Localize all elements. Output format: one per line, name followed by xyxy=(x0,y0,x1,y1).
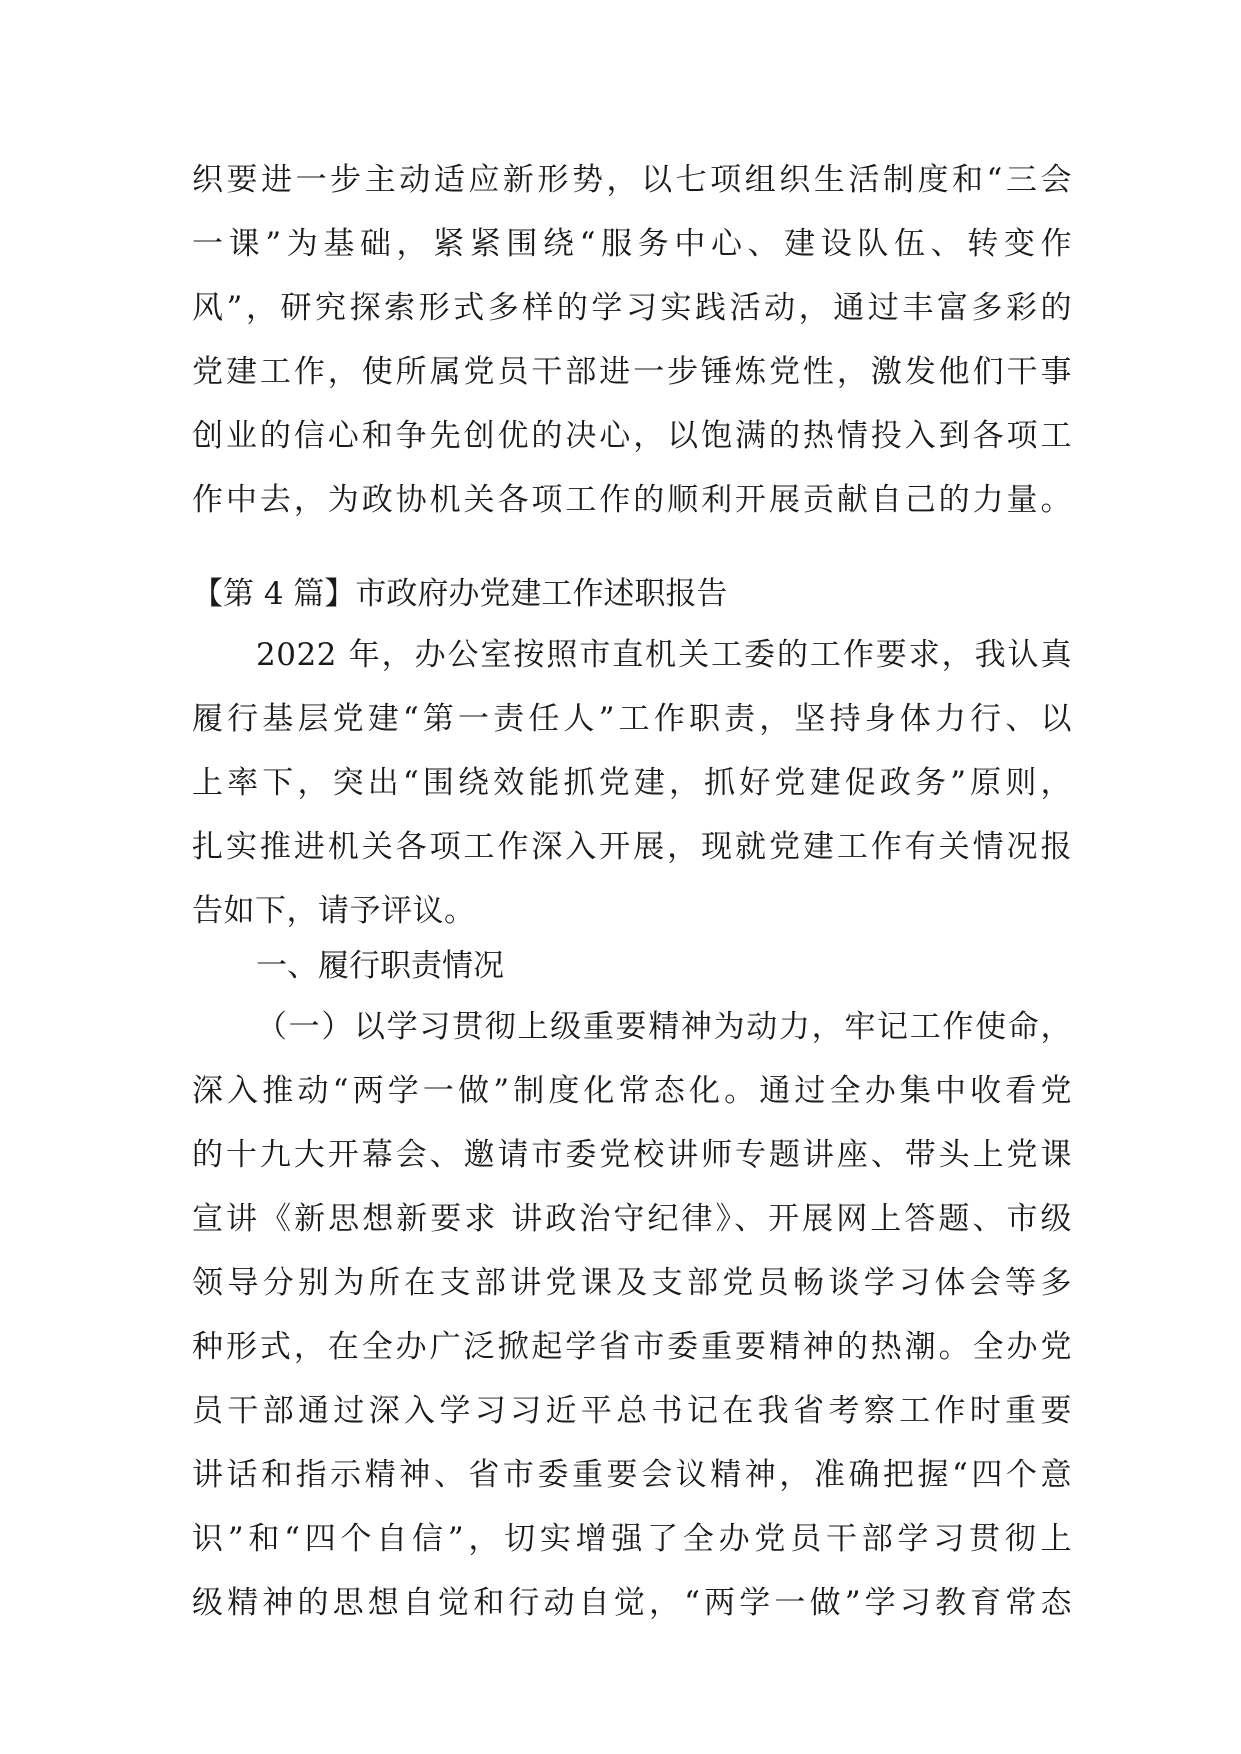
text-line: 2022 年，办公室按照市直机关工委的工作要求，我认真 xyxy=(256,637,1072,673)
text-line: 作中去，为政协机关各项工作的顺利开展贡献自己的力量。 xyxy=(192,482,1072,518)
intro-paragraph xyxy=(192,623,1072,943)
text-line: 的十九大开幕会、邀请市委党校讲师专题讲座、带头上党课 xyxy=(192,1137,1072,1173)
text-line: 上率下，突出“围绕效能抓党建，抓好党建促政务”原则， xyxy=(192,765,1072,801)
text-line: 扎实推进机关各项工作深入开展，现就党建工作有关情况报 xyxy=(192,829,1072,865)
article-title-text: 【第 4 篇】市政府办党建工作述职报告 xyxy=(192,576,728,612)
text-line: 讲话和指示精神、省市委重要会议精神，准确把握“四个意 xyxy=(192,1457,1072,1493)
subsection-paragraph xyxy=(192,995,1072,1635)
text-line: 种形式，在全办广泛掀起学省市委重要精神的热潮。全办党 xyxy=(192,1329,1072,1365)
text-line: 级精神的思想自觉和行动自觉，“两学一做”学习教育常态 xyxy=(192,1585,1072,1621)
text-line: 识”和“四个自信”，切实增强了全办党员干部学习贯彻上 xyxy=(192,1521,1072,1557)
article-title xyxy=(192,562,1072,626)
text-line: 创业的信心和争先创优的决心，以饱满的热情投入到各项工 xyxy=(192,418,1072,454)
section-heading-text: 一、履行职责情况 xyxy=(256,948,504,984)
text-line: 员干部通过深入学习习近平总书记在我省考察工作时重要 xyxy=(192,1393,1072,1429)
text-line: （一）以学习贯彻上级重要精神为动力，牢记工作使命， xyxy=(256,1009,1072,1045)
text-line: 党建工作，使所属党员干部进一步锤炼党性，激发他们干事 xyxy=(192,354,1072,390)
continuation-paragraph xyxy=(192,148,1072,532)
text-line: 告如下，请予评议。 xyxy=(192,893,476,929)
text-line: 领导分别为所在支部讲党课及支部党员畅谈学习体会等多 xyxy=(192,1265,1072,1301)
text-line: 深入推动“两学一做”制度化常态化。通过全办集中收看党 xyxy=(192,1073,1072,1109)
text-line: 履行基层党建“第一责任人”工作职责，坚持身体力行、以 xyxy=(192,701,1072,737)
text-line: 宣讲《新思想新要求 讲政治守纪律》、开展网上答题、市级 xyxy=(192,1201,1072,1237)
text-line: 织要进一步主动适应新形势，以七项组织生活制度和“三会 xyxy=(192,162,1072,198)
text-line: 风”，研究探索形式多样的学习实践活动，通过丰富多彩的 xyxy=(192,290,1072,326)
text-line: 一课”为基础，紧紧围绕“服务中心、建设队伍、转变作 xyxy=(192,226,1072,262)
section-heading xyxy=(192,934,1072,998)
